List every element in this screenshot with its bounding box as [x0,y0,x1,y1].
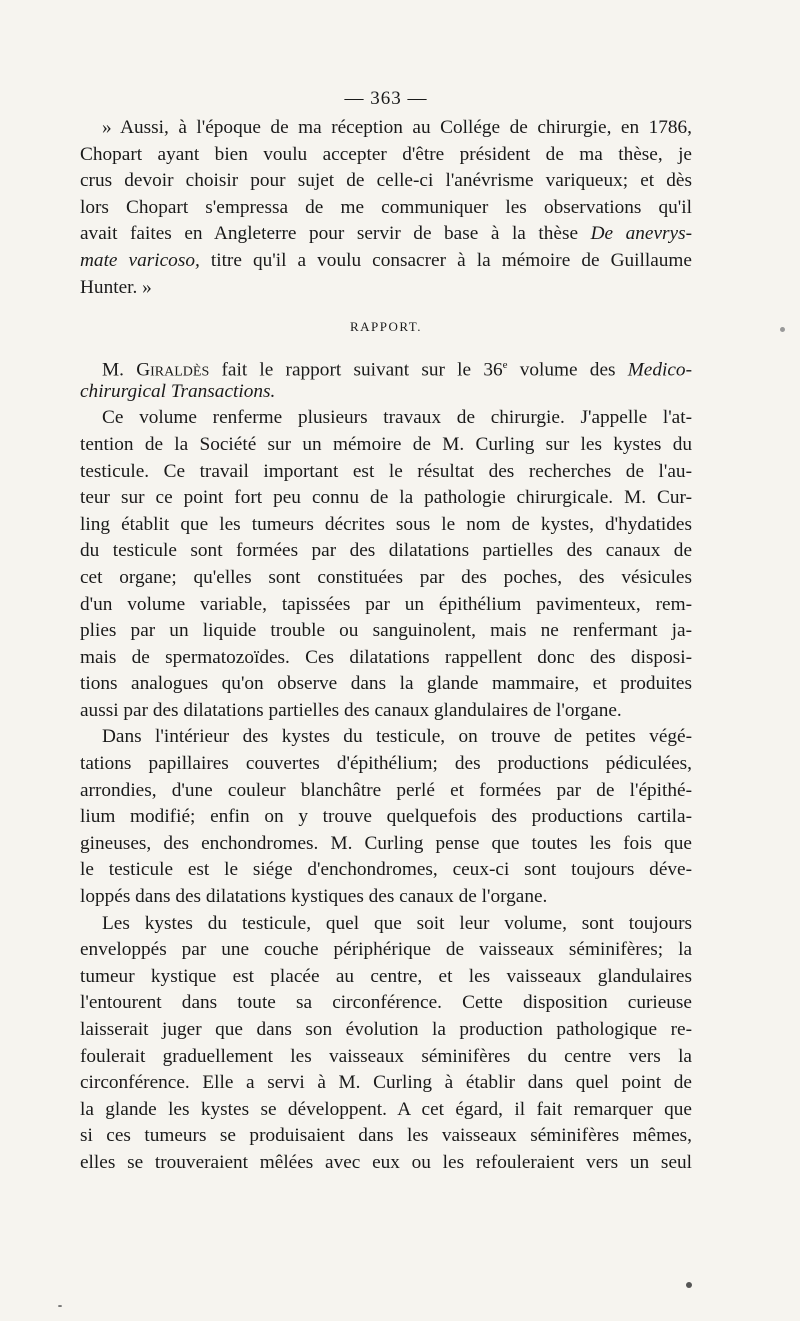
text-line: mate varicoso, titre qu'il a voulu consacrer à la mémoire de Guillaume [80,249,692,271]
text-line: avait faites en Angleterre pour servir de base à la thèse De anevrys- [80,223,692,245]
paragraph-rapport [80,352,692,405]
paragraph-1 [80,115,692,301]
page-number: — 363 — [344,88,428,109]
text-line: du testicule sont formées par des dilatations partielles des canaux de [80,540,692,562]
paragraph-3 [80,405,692,724]
journal-title: Medico- [627,359,692,381]
text-line: elles se trouveraient mêlées avec eux ou les refouleraient vers un seul [80,1151,692,1173]
text-line: loppés dans des dilatations kystiques des canaux de l'organe. [80,886,548,908]
text-line: lors Chopart s'empressa de me communiquer les observations qu'il [80,196,692,218]
scan-speck [58,1305,62,1307]
text-line: plies par un liquide trouble ou sanguinolent, mais ne renfermant ja- [80,620,692,642]
italic-title: mate varicoso, [80,249,200,271]
text-line: mais de spermatozoïdes. Ces dilatations rappellent donc des disposi- [80,646,692,668]
text-line: le testicule est le siége d'enchondromes, ceux-ci sont toujours déve- [80,859,692,881]
page-body [80,88,692,1177]
journal-title: chirurgical Transactions. [80,380,276,402]
paragraph-5 [80,911,692,1177]
text-line: arrondies, d'une couleur blanchâtre perlé et formées par de l'épithé- [80,779,692,801]
text-line: Ce volume renferme plusieurs travaux de chirurgie. J'appelle l'at- [102,407,692,429]
text-line: M. Giraldès fait le rapport suivant sur le 36e volume des Medico- [102,359,692,381]
section-heading: RAPPORT. [349,319,423,335]
text-line: Les kystes du testicule, quel que soit leur volume, sont toujours [102,912,692,934]
text-line: foulerait graduellement les vaisseaux séminifères du centre vers la [80,1045,692,1067]
italic-title: De anevrys- [590,223,692,245]
text-line: gineuses, des enchondromes. M. Curling pense que toutes les fois que [80,832,692,854]
text-line: l'entourent dans toute sa circonférence. Cette disposition curieuse [80,992,692,1014]
text-line: ling établit que les tumeurs décrites sous le nom de kystes, d'hydatides [80,513,692,535]
scan-speck [686,1282,692,1288]
text-line: teur sur ce point fort peu connu de la pathologie chirurgicale. M. Cur- [80,487,692,509]
text-line: tations papillaires couvertes d'épithélium; des productions pédiculées, [80,753,692,775]
text-line: cet organe; qu'elles sont constituées par des poches, des vésicules [80,566,692,588]
text-line: aussi par des dilatations partielles des canaux glandulaires de l'organe. [80,699,622,721]
text-line: testicule. Ce travail important est le résultat des recherches de l'au- [80,460,692,482]
text-line: enveloppés par une couche périphérique de vaisseaux séminifères; la [80,939,692,961]
text-line: la glande les kystes se développent. A cet égard, il fait remarquer que [80,1098,692,1120]
paragraph-4 [80,724,692,910]
scan-speck [780,327,785,332]
text-line: d'un volume variable, tapissées par un épithélium pavimenteux, rem- [80,593,692,615]
text-line: tions analogues qu'on observe dans la glande mammaire, et produites [80,673,692,695]
text-line: si ces tumeurs se produisaient dans les vaisseaux séminifères mêmes, [80,1125,692,1147]
author-name: Giraldès [136,359,210,381]
text-line: crus devoir choisir pour sujet de celle-ci l'anévrisme variqueux; et dès [80,170,692,192]
text-line: Chopart ayant bien voulu accepter d'être président de ma thèse, je [80,143,692,165]
text-line: laisserait juger que dans son évolution la production pathologique re- [80,1019,692,1040]
text-line: Dans l'intérieur des kystes du testicule, on trouve de petites végé- [102,726,692,748]
text-line: » Aussi, à l'époque de ma réception au Collége de chirurgie, en 1786, [102,117,692,138]
text-line: lium modifié; enfin on y trouve quelquefois des productions cartila- [80,806,692,828]
text-line: tumeur kystique est placée au centre, et les vaisseaux glandulaires [80,965,692,987]
text-line: Hunter. » [80,276,152,298]
text-line: circonférence. Elle a servi à M. Curling à établir dans quel point de [80,1072,692,1094]
text-line [80,379,692,406]
text-line: tention de la Société sur un mémoire de M. Curling sur les kystes du [80,433,692,455]
